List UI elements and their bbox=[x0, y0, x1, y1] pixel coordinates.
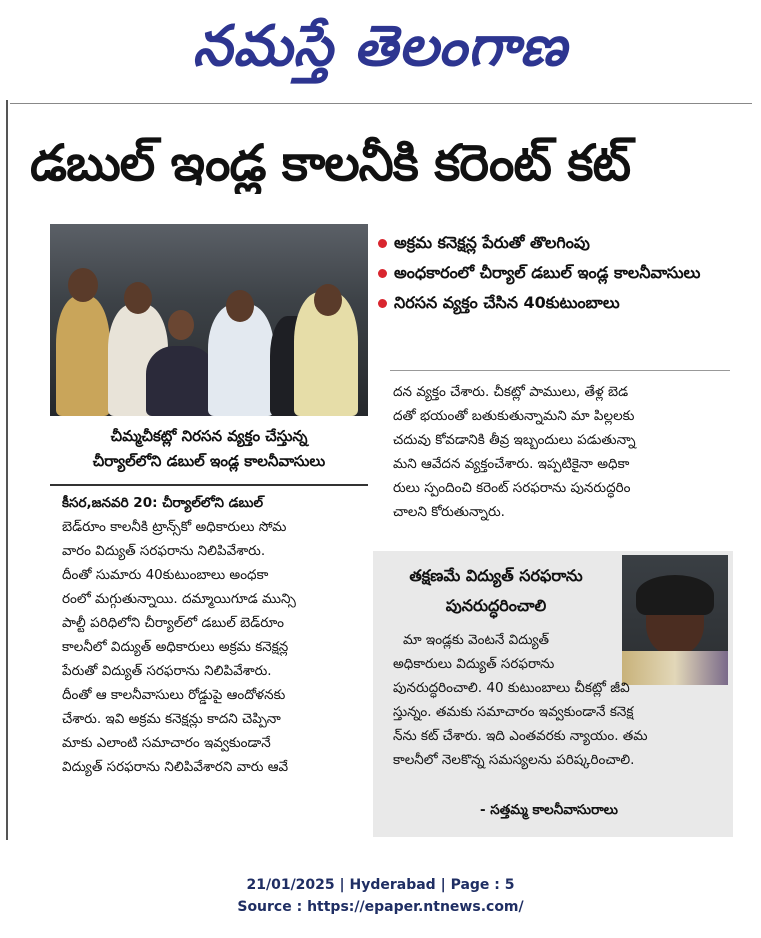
page-footer bbox=[0, 874, 761, 918]
body-line: వారం విద్యుత్ సరఫరాను నిలిపివేశారు. bbox=[62, 543, 266, 559]
header-divider bbox=[10, 103, 752, 104]
body-line: చేశారు. ఇవి అక్రమ కనెక్షన్లు కాదని చెప్పినా bbox=[62, 711, 281, 727]
highlight-item: అంధకారంలో చీర్యాల్ డబుల్ ఇండ్ల కాలనీవాసులు bbox=[378, 260, 738, 286]
highlight-item: నిరసన వ్యక్తం చేసిన 40కుటుంబాలు bbox=[378, 290, 738, 316]
article-body-left bbox=[62, 491, 362, 779]
caption-line: చీర్యాల్‌లోని డబుల్ ఇండ్ల కాలనీవాసులు bbox=[92, 452, 326, 470]
caption-line: చీమ్మచీకట్లో నిరసన వ్యక్తం చేస్తున్న bbox=[110, 427, 308, 445]
body-line: స్తున్నం. తమకు సమాచారం ఇవ్వకుండానే కనెక్ష bbox=[393, 704, 634, 720]
body-line: బెడ్‌రూం కాలనీకి ట్రాన్స్‌కో అధికారులు సోమ bbox=[62, 519, 287, 535]
body-line: మా ఇండ్లకు వెంటనే విద్యుత్ bbox=[403, 632, 550, 648]
highlight-item: అక్రమ కనెక్షన్ల పేరుతో తొలగింపు bbox=[378, 230, 738, 256]
body-line: రులు స్పందించి కరెంట్ సరఫరాను పునరుద్ధరిం bbox=[393, 480, 631, 496]
highlights-list bbox=[378, 230, 738, 320]
body-line: దీంతో ఆ కాలనీవాసులు రోడ్డుపై ఆందోళనకు bbox=[62, 687, 286, 703]
body-line: మని ఆవేదన వ్యక్తంచేశారు. ఇప్పటికైనా అధికా bbox=[393, 456, 630, 472]
body-line: పునరుద్ధరించాలి. 40 కుటుంబాలు చీకట్లో జీవి bbox=[393, 680, 630, 696]
body-line: రంలో మగ్గుతున్నాయి. దమ్మాయిగూడ మున్సి bbox=[62, 591, 296, 607]
protest-photo bbox=[50, 224, 368, 416]
body-line: దన వ్యక్తం చేశారు. చీకట్లో పాములు, తేళ్ల బెడ bbox=[393, 384, 629, 400]
caption-divider bbox=[50, 484, 368, 486]
body-line: కాలనీలో నెలకొన్న సమస్యలను పరిష్కరించాలి. bbox=[393, 752, 635, 768]
quote-box-title bbox=[380, 561, 612, 621]
edition-info: 21/01/2025 | Hyderabad | Page : 5 bbox=[246, 877, 515, 893]
quote-signature: - సత్తమ్మ కాలనీవాసురాలు bbox=[480, 802, 618, 818]
body-line: చదువు కోవడానికి తీవ్ర ఇబ్బందులు పడుతున్నా bbox=[393, 432, 636, 448]
body-line: అధికారులు విద్యుత్ సరఫరాను bbox=[393, 656, 555, 672]
column-divider bbox=[6, 100, 8, 840]
body-line: మాకు ఎలాంటి సమాచారం ఇవ్వకుండానే bbox=[62, 735, 271, 751]
body-line: కాలనీలో విద్యుత్ అధికారులు అక్రమ కనెక్షన్ల bbox=[62, 639, 289, 655]
source-link[interactable]: Source : https://epaper.ntnews.com/ bbox=[237, 899, 524, 915]
body-line: విద్యుత్ సరఫరాను నిలిపివేశారని వారు ఆవే bbox=[62, 759, 289, 775]
body-line: కీసర,జనవరి 20: చీర్యాల్‌లోని డబుల్ bbox=[62, 495, 264, 511]
quote-title-line: తక్షణమే విద్యుత్ సరఫరాను bbox=[409, 566, 583, 585]
newspaper-masthead: నమస్తే తెలంగాణ bbox=[192, 13, 568, 79]
quote-box-body bbox=[393, 628, 723, 772]
photo-caption bbox=[50, 424, 368, 474]
article-body-right bbox=[393, 380, 733, 524]
body-line: పేరుతో విద్యుత్ సరఫరాను నిలిపివేశారు. bbox=[62, 663, 272, 679]
article-headline: డబుల్ ఇండ్ల కాలనీకి కరెంట్ కట్ bbox=[30, 134, 631, 192]
highlights-divider bbox=[390, 370, 730, 371]
quote-title-line: పునరుద్ధరించాలి bbox=[445, 596, 547, 615]
body-line: దీంతో సుమారు 40కుటుంబాలు అంధకా bbox=[62, 567, 269, 583]
body-line: పాల్టీ పరిధిలోని చీర్యాల్‌లో డబుల్ బెడ్‌రూం bbox=[62, 615, 284, 631]
body-line: న్‌ను కట్ చేశారు. ఇది ఎంతవరకు న్యాయం. తమ bbox=[393, 728, 648, 744]
body-line: దతో భయంతో బతుకుతున్నామని మా పిల్లలకు bbox=[393, 408, 635, 424]
body-line: చాలని కోరుతున్నారు. bbox=[393, 504, 505, 520]
